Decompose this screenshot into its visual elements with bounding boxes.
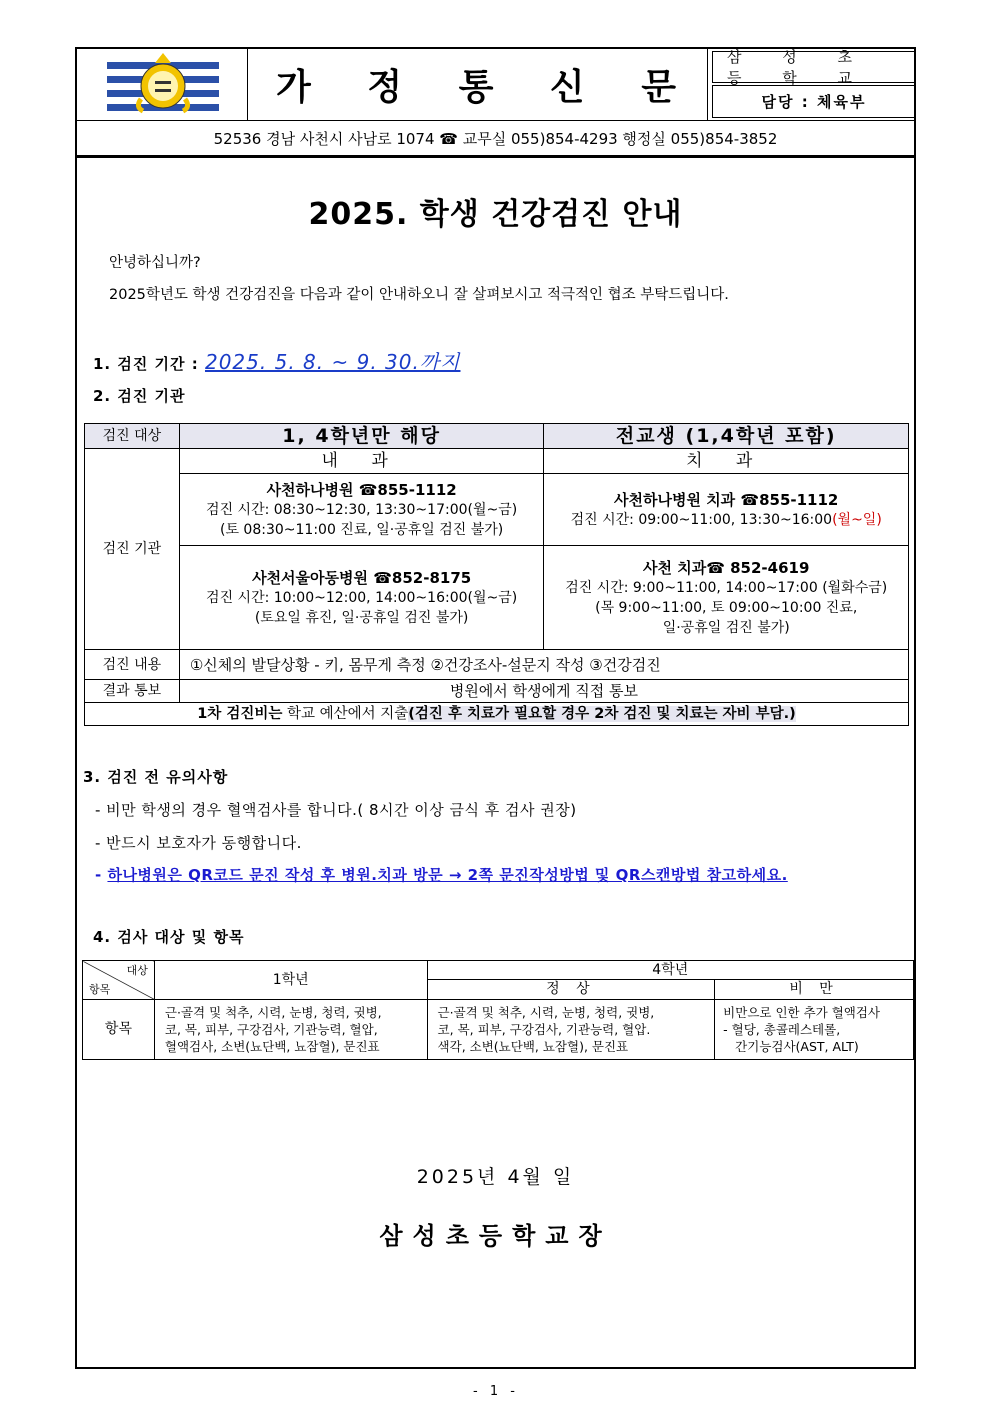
result-notice: 병원에서 학생에게 직접 통보 [179,680,908,703]
hospital-2-note: (토요일 휴진, 일·공휴일 검진 불가) [254,609,469,626]
institution-label: 검진 기관 [85,449,180,650]
school-logo [77,49,248,120]
exam-content: ①신체의 발달상황 - 키, 몸무게 측정 ②건강조사-설문지 작성 ③건강검진 [179,650,908,680]
hospital-1-name: 사천하나병원 ☎855-1112 [266,480,457,499]
greeting: 안녕하십니까? [109,255,201,271]
dental-2-note-2: 일·공휴일 검진 불가) [662,619,790,636]
school-emblem-icon [77,49,247,120]
target-label: 검진 대상 [85,424,180,449]
newsletter-header [77,49,914,121]
dental-2 [544,546,909,650]
precaution-3: - 하나병원은 QR코드 문진 작성 후 병원.치과 방문 → 2쪽 문진작성방법 및 QR스캔방법 참고하세요. [95,866,788,884]
dental-1-name: 사천하나병원 치과 ☎855-1112 [614,490,839,509]
school-name: 삼 성 초 등 학 교 [712,51,916,83]
dental-2-hours: 검진 시간: 9:00~11:00, 14:00~17:00 (월화수금) [565,579,888,596]
dental-2-name: 사천 치과☎ 852-4619 [643,558,810,577]
institution-table [84,423,909,726]
section-period [93,346,460,375]
normal-items: 근·골격 및 척추, 시력, 눈병, 청력, 귓병, 코, 목, 피부, 구강검사, 기관능력, 혈압. 색각, 소변(뇨단백, 뇨잠혈), 문진표 [427,1000,715,1060]
dental-1-hours: 검진 시간: 09:00~11:00, 13:30~16:00(월~일) [570,511,882,528]
normal-head: 정 상 [427,980,715,1000]
target-grade14: 1, 4학년만 해당 [179,424,544,449]
dental-2-note-1: (목 9:00~11:00, 토 09:00~10:00 진료, [595,599,858,616]
obese-items: 비만으로 인한 추가 혈액검사 - 혈당, 총콜레스테롤, 간기능검사(AST, ALT) [715,1000,914,1060]
internal-medicine-head: 내 과 [179,449,544,474]
page-number: - 1 - [473,1384,519,1399]
grade4-head: 4학년 [427,961,913,980]
newsletter-title: 가 정 통 신 문 [247,49,708,120]
dental-1-days: (월~일) [832,511,882,528]
hospital-2 [179,546,544,650]
result-label: 결과 통보 [85,680,180,703]
section-items: 4. 검사 대상 및 항목 [93,928,245,946]
cost-notice: 1차 검진비는 학교 예산에서 지출(검진 후 치료가 필요할 경우 2차 검진 및 치료는 자비 부담.) [85,703,909,726]
hospital-2-name: 사천서울아동병원 ☎852-8175 [252,568,472,587]
exam-items-table [82,960,914,1060]
document-title: 2025. 학생 건강검진 안내 [308,197,683,232]
corner-target: 대상 [126,964,148,977]
precaution-1: - 비만 학생의 경우 혈액검사를 합니다.( 8시간 이상 금식 후 검사 권장) [95,801,577,819]
principal-signature: 삼성초등학교장 [379,1222,612,1250]
items-row-label: 항목 [83,1000,155,1060]
department: 담당 : 체육부 [712,85,916,118]
precaution-2: - 반드시 보호자가 동행합니다. [95,834,302,852]
section-period-label: 1. 검진 기간 : [93,355,205,373]
qr-guide-link[interactable]: 하나병원은 QR코드 문진 작성 후 병원.치과 방문 → 2쪽 문진작성방법 및 QR스캔방법 참고하세요. [107,866,788,884]
intro-text: 2025학년도 학생 건강검진을 다음과 같이 안내하오니 잘 살펴보시고 적극적인 협조 부탁드립니다. [109,287,729,303]
corner-cell [83,961,155,1000]
dental-1 [544,474,909,546]
target-all: 전교생 (1,4학년 포함) [544,424,909,449]
document-frame [75,47,916,1369]
hospital-1-hours: 검진 시간: 08:30~12:30, 13:30~17:00(월~금) [206,501,518,518]
grade1-head: 1학년 [154,961,427,1000]
corner-items: 항목 [89,983,111,996]
grade1-items: 근·골격 및 척추, 시력, 눈병, 청력, 귓병, 코, 목, 피부, 구강검사, 기관능력, 혈압, 혈액검사, 소변(뇨단백, 뇨잠혈), 문진표 [154,1000,427,1060]
hospital-2-hours: 검진 시간: 10:00~12:00, 14:00~16:00(월~금) [206,589,518,606]
content-label: 검진 내용 [85,650,180,680]
section-precautions: 3. 검진 전 유의사항 [83,768,229,786]
issue-date: 2025년 4월 일 [416,1166,575,1188]
hospital-1 [179,474,544,546]
hospital-1-note: (토 08:30~11:00 진료, 일·공휴일 검진 불가) [220,521,504,538]
dental-head: 치 과 [544,449,909,474]
exam-period: 2025. 5. 8. ~ 9. 30.까지 [204,350,461,374]
obese-head: 비 만 [715,980,914,1000]
school-address: 52536 경남 사천시 사남로 1074 ☎ 교무실 055)854-4293 행정실 055)854-3852 [77,121,914,158]
section-institution: 2. 검진 기관 [93,387,186,405]
